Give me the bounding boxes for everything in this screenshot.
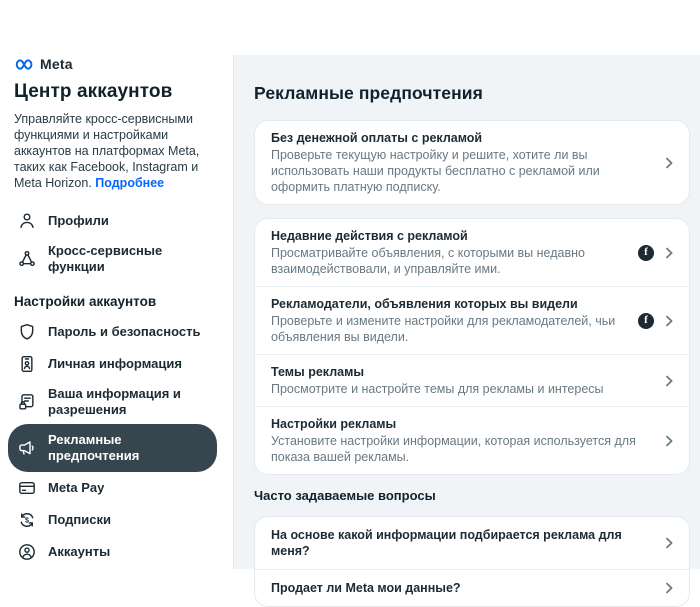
page-title: Рекламные предпочтения — [254, 83, 483, 103]
row-advertisers-seen[interactable] — [255, 286, 689, 354]
learn-more-link[interactable]: Подробнее — [95, 176, 165, 190]
facebook-icon: f — [638, 313, 654, 329]
row-recent-ad-activity[interactable] — [255, 219, 689, 286]
sidebar-item-label: Подписки — [48, 512, 111, 527]
meta-infinity-icon — [14, 57, 36, 72]
row-ads-no-payment[interactable] — [255, 121, 689, 204]
row-title: Рекламодатели, объявления которых вы видели — [271, 297, 578, 311]
accounts-icon — [17, 542, 37, 562]
ads-payment-card — [254, 120, 690, 205]
sidebar-item-cross-service[interactable] — [8, 237, 217, 281]
sidebar-nav — [8, 205, 217, 568]
facebook-icon: f — [638, 245, 654, 261]
faq-item-how-ads-chosen[interactable] — [255, 517, 689, 569]
meta-logo — [14, 56, 219, 72]
faq-question: На основе какой информации подбирается реклама для меня? — [271, 528, 622, 558]
row-title: Настройки рекламы — [271, 417, 397, 431]
faq-item-does-meta-sell-data[interactable] — [255, 569, 689, 606]
sidebar-description — [14, 111, 219, 191]
row-ad-topics[interactable] — [255, 354, 689, 406]
faq-header: Часто задаваемые вопросы — [254, 488, 436, 503]
sidebar-item-subscriptions[interactable] — [8, 504, 217, 536]
sidebar-item-label: Meta Pay — [48, 480, 105, 495]
sidebar-item-label: Кросс-сервисные функции — [48, 243, 163, 274]
sidebar-item-label: Личная информация — [48, 356, 182, 371]
row-title: Темы рекламы — [271, 365, 365, 379]
megaphone-icon — [17, 438, 37, 458]
svg-text:$: $ — [25, 516, 29, 525]
sidebar — [0, 0, 233, 569]
sidebar-item-your-info-permissions[interactable] — [8, 380, 217, 424]
chevron-right-icon — [663, 246, 675, 260]
subscriptions-icon — [17, 510, 37, 530]
chevron-right-icon — [663, 156, 675, 170]
sidebar-description-text: Управляйте кросс-сервисными функциями и настройками аккаунтов на платформах Meta, таких как Facebook, Instagram и Meta Horizon. — [14, 112, 200, 190]
sidebar-item-password-security[interactable] — [8, 316, 217, 348]
credit-card-icon — [17, 478, 37, 498]
row-description: Установите настройки информации, которая используется для показа вашей рекламы. — [271, 434, 636, 464]
row-description: Просматривайте объявления, с которыми вы недавно взаимодействовали, и управляйте ими. — [271, 246, 585, 276]
faq-question: Продает ли Meta мои данные? — [271, 581, 461, 595]
chevron-right-icon — [663, 314, 675, 328]
chevron-right-icon — [663, 536, 675, 550]
sidebar-item-label: Пароль и безопасность — [48, 324, 201, 339]
row-description: Проверьте и измените настройки для рекламодателей, чьи объявления вы видели. — [271, 314, 616, 344]
sidebar-item-label: Ваша информация и разрешения — [48, 386, 181, 417]
row-description: Просмотрите и настройте темы для рекламы и интересы — [271, 382, 604, 396]
sidebar-item-personal-info[interactable] — [8, 348, 217, 380]
sidebar-title: Центр аккаунтов — [14, 81, 173, 102]
sidebar-item-label: Профили — [48, 213, 109, 228]
faq-card — [254, 516, 690, 607]
brand-name: Meta — [40, 56, 73, 72]
sidebar-item-label: Аккаунты — [48, 544, 111, 559]
row-title: Без денежной оплаты с рекламой — [271, 131, 483, 145]
row-ad-settings[interactable] — [255, 406, 689, 474]
id-card-icon — [17, 354, 37, 374]
main-content — [233, 55, 700, 595]
chevron-right-icon — [663, 581, 675, 595]
sidebar-item-label: Рекламные предпочтения — [48, 432, 140, 463]
nav-section-header: Настройки аккаунтов — [14, 294, 157, 309]
chevron-right-icon — [663, 434, 675, 448]
shield-icon — [17, 322, 37, 342]
row-title: Недавние действия с рекламой — [271, 229, 468, 243]
sidebar-item-ad-preferences[interactable] — [8, 424, 217, 472]
ad-settings-card — [254, 218, 690, 475]
sidebar-item-profiles[interactable] — [8, 205, 217, 237]
document-lock-icon — [17, 392, 37, 412]
row-description: Проверьте текущую настройку и решите, хотите ли вы использовать наши продукты бесплатно с рекламой или оформить платную подписку. — [271, 148, 600, 194]
sidebar-item-meta-pay[interactable] — [8, 472, 217, 504]
chevron-right-icon — [663, 374, 675, 388]
person-icon — [17, 211, 37, 231]
cross-service-icon — [17, 249, 37, 269]
sidebar-item-accounts[interactable] — [8, 536, 217, 568]
